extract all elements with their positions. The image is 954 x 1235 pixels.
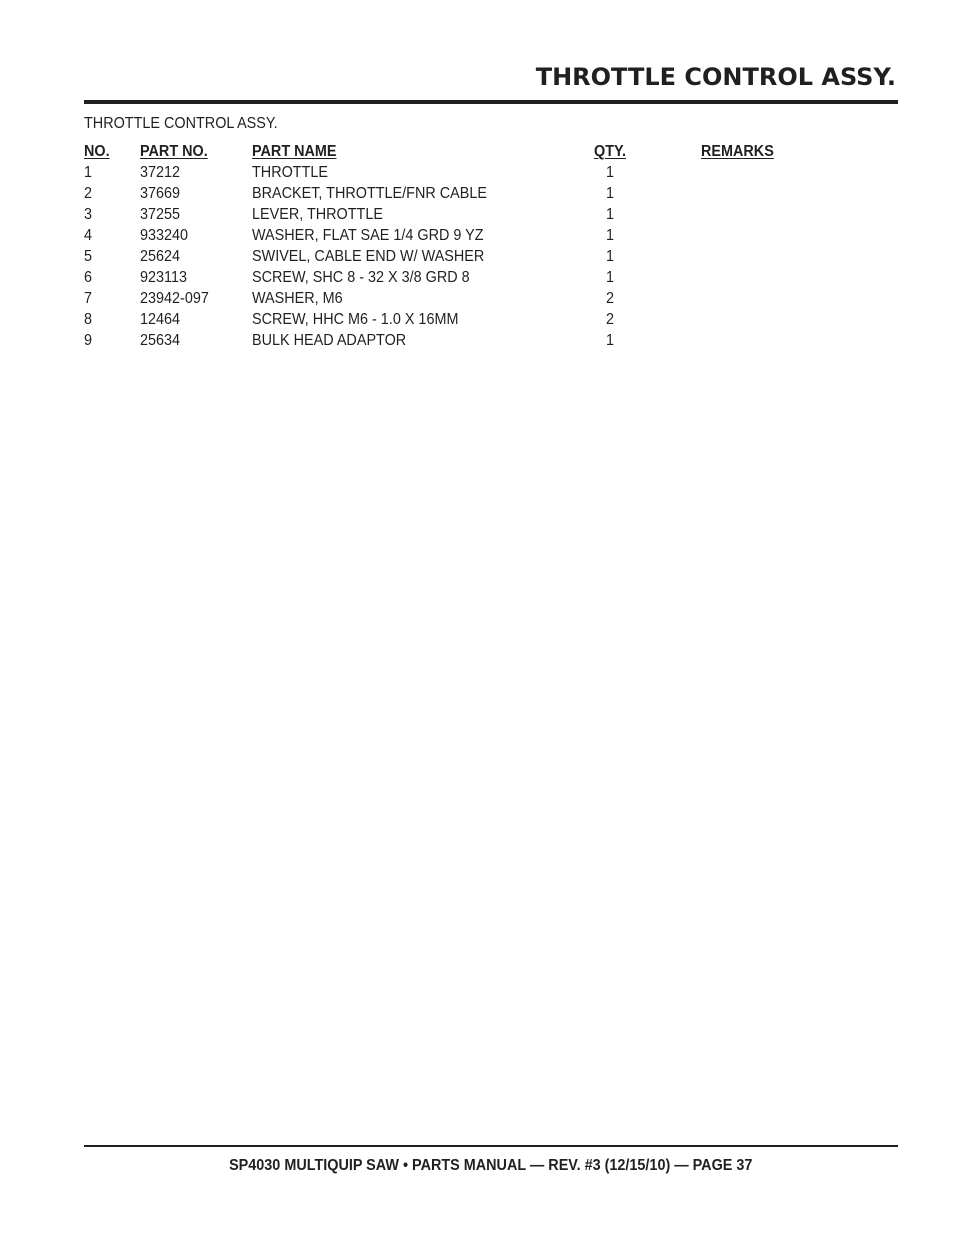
row-part-name: SCREW, SHC 8 - 32 X 3/8 GRD 8: [252, 269, 470, 286]
row-no: 8: [84, 311, 93, 328]
row-part-no: 25624: [140, 248, 181, 265]
page-title: THROTTLE CONTROL ASSY.: [535, 63, 896, 91]
row-part-name: SCREW, HHC M6 - 1.0 X 16MM: [252, 311, 459, 328]
row-part-no: 25634: [140, 332, 181, 349]
row-part-no: 12464: [140, 311, 181, 328]
row-qty: 1: [606, 206, 615, 223]
row-part-no: 923113: [140, 269, 187, 286]
row-part-no: 37669: [140, 185, 181, 202]
row-no: 2: [84, 185, 93, 202]
table-row: [84, 225, 844, 246]
row-part-name: THROTTLE: [252, 164, 329, 181]
row-qty: 1: [606, 332, 615, 349]
column-header-part-name: PART NAME: [252, 143, 337, 160]
table-row: [84, 204, 844, 225]
row-qty: 1: [606, 185, 615, 202]
column-header-no: NO.: [84, 143, 110, 160]
footer-divider: [84, 1145, 898, 1147]
row-no: 4: [84, 227, 93, 244]
row-part-name: LEVER, THROTTLE: [252, 206, 383, 223]
row-part-name: WASHER, M6: [252, 290, 343, 307]
row-part-no: 23942-097: [140, 290, 209, 307]
row-no: 5: [84, 248, 93, 265]
row-no: 1: [84, 164, 93, 181]
table-row: [84, 246, 844, 267]
row-no: 3: [84, 206, 93, 223]
column-header-qty: QTY.: [594, 143, 627, 160]
row-qty: 1: [606, 164, 615, 181]
row-part-name: BULK HEAD ADAPTOR: [252, 332, 407, 349]
row-qty: 2: [606, 290, 615, 307]
table-row: [84, 309, 844, 330]
row-no: 6: [84, 269, 93, 286]
row-no: 7: [84, 290, 93, 307]
table-row: [84, 330, 844, 351]
table-row: [84, 267, 844, 288]
row-part-no: 37255: [140, 206, 181, 223]
section-heading: THROTTLE CONTROL ASSY.: [84, 115, 278, 132]
row-part-name: WASHER, FLAT SAE 1/4 GRD 9 YZ: [252, 227, 484, 244]
row-part-no: 37212: [140, 164, 181, 181]
row-part-name: BRACKET, THROTTLE/FNR CABLE: [252, 185, 487, 202]
column-header-part-no: PART NO.: [140, 143, 208, 160]
row-qty: 1: [606, 227, 615, 244]
row-qty: 2: [606, 311, 615, 328]
row-no: 9: [84, 332, 93, 349]
row-qty: 1: [606, 269, 615, 286]
row-part-name: SWIVEL, CABLE END W/ WASHER: [252, 248, 485, 265]
footer-label: SP4030 MULTIQUIP SAW • PARTS MANUAL — REV. #3 (12/15/10) — PAGE 37: [229, 1157, 753, 1174]
page-footer: [84, 1156, 898, 1176]
table-header-row: [84, 141, 844, 162]
title-divider: [84, 100, 898, 104]
parts-table: [84, 141, 844, 351]
row-qty: 1: [606, 248, 615, 265]
table-row: [84, 162, 844, 183]
table-row: [84, 183, 844, 204]
table-row: [84, 288, 844, 309]
row-part-no: 933240: [140, 227, 189, 244]
column-header-remarks: REMARKS: [701, 143, 774, 160]
